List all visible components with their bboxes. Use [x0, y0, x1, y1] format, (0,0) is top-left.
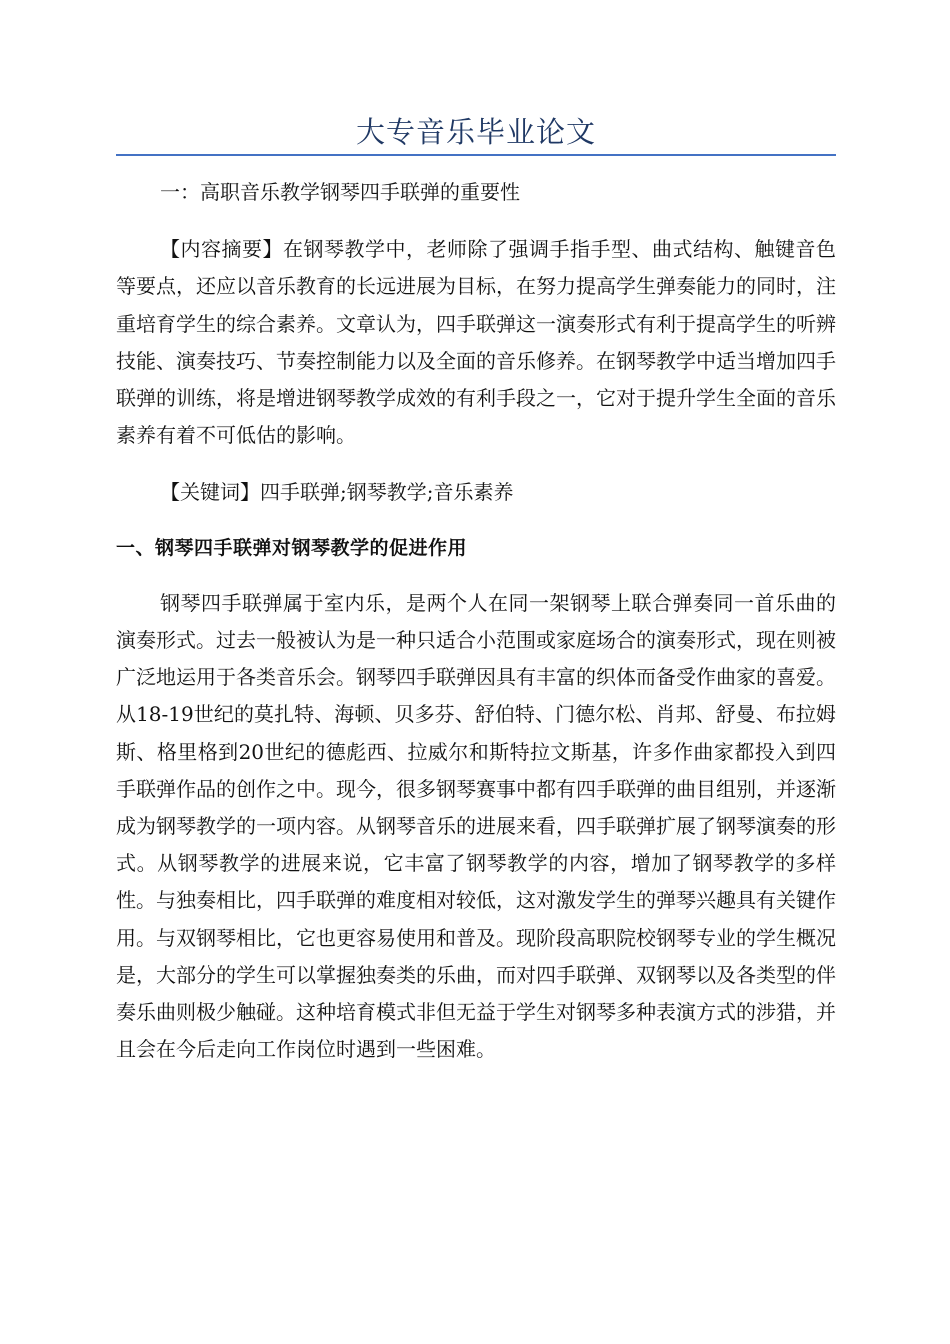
document-title: 大专音乐毕业论文 [355, 115, 596, 149]
abstract-paragraph: 【内容摘要】在钢琴教学中，老师除了强调手指手型、曲式结构、触键音色等要点，还应以音乐教育的长远进展为目标，在努力提高学生弹奏能力的同时，注重培育学生的综合素养。文章认为，四手联弹这一演奏形式有利于提高学生的听辨技能、演奏技巧、节奏控制能力以及全面的音乐修养。在钢琴教学中适当增加四手联弹的训练，将是增进钢琴教学成效的有利手段之一，它对于提升学生全面的音乐素养有着不可低估的影响。 [116, 237, 836, 448]
subtitle-line: 一：高职音乐教学钢琴四手联弹的重要性 [160, 180, 520, 204]
title-underline [116, 154, 836, 156]
document-body [116, 174, 836, 1068]
section-heading: 一、钢琴四手联弹对钢琴教学的促进作用 [116, 536, 468, 559]
keywords-line: 【关键词】四手联弹;钢琴教学;音乐素养 [160, 480, 514, 505]
title-block [116, 110, 836, 156]
body-paragraph: 钢琴四手联弹属于室内乐，是两个人在同一架钢琴上联合弹奏同一首乐曲的演奏形式。过去一般被认为是一种只适合小范围或家庭场合的演奏形式，现在则被广泛地运用于各类音乐会。钢琴四手联弹因具有丰富的织体而备受作曲家的喜爱。从18-19世纪的莫扎特、海顿、贝多芬、舒伯特、门德尔松、肖邦、舒曼、布拉姆斯、格里格到20世纪的德彪西、拉威尔和斯特拉文斯基，许多作曲家都投入到四手联弹作品的创作之中。现今，很多钢琴赛事中都有四手联弹的曲目组别，并逐渐成为钢琴教学的一项内容。从钢琴音乐的进展来看，四手联弹扩展了钢琴演奏的形式。从钢琴教学的进展来说，它丰富了钢琴教学的内容，增加了钢琴教学的多样性。与独奏相比，四手联弹的难度相对较低，这对激发学生的弹琴兴趣具有关键作用。与双钢琴相比，它也更容易使用和普及。现阶段高职院校钢琴专业的学生概况是，大部分的学生可以掌握独奏类的乐曲，而对四手联弹、双钢琴以及各类型的伴奏乐曲则极少触碰。这种培育模式非但无益于学生对钢琴多种表演方式的涉猎，并且会在今后走向工作岗位时遇到一些困难。 [116, 590, 836, 1062]
